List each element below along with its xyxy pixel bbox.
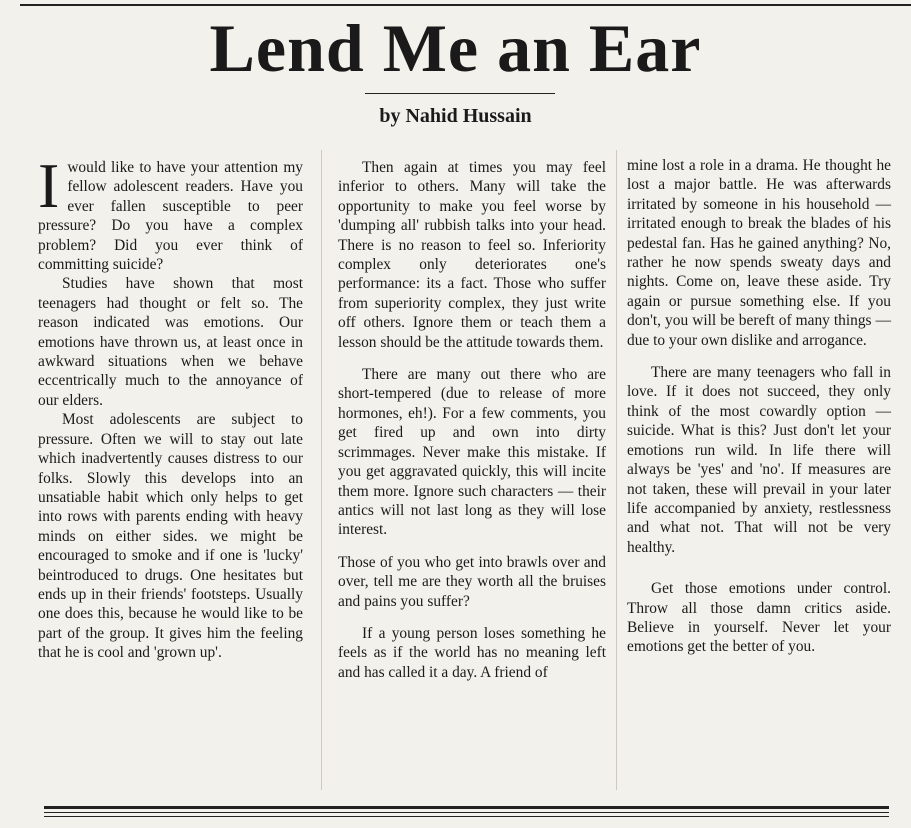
paragraph: There are many out there who are short-tempered (due to release of more hormones, eh!). For a few comments, you get fired up and own into dirty scrimmages. Never make this mistake. If you get aggravated quickly, this will incite them more. Ignore such characters — their antics will not last long as they will lose interest. (338, 366, 606, 539)
top-rule (20, 4, 911, 6)
paragraph: Those of you who get into brawls over and over, tell me are they worth all the bruises and pains you suffer? (338, 553, 606, 610)
article-column-3 (627, 156, 891, 657)
paragraph: Get those emotions under control. Throw all those damn critics aside. Believe in yourself. Never let your emotions get the better of you. (627, 580, 891, 656)
paragraph (38, 150, 303, 274)
byline-rule (365, 93, 555, 94)
paragraph: There are many teenagers who fall in love. If it does not succeed, they only think of the most cowardly option — suicide. What is this? Just don't let your emotions run wild. In life there will always be 'yes' and 'no'. If measures are not taken, these will prevail in your later life accompanied by anxiety, restlessness and what not. That will not be very healthy. (627, 364, 891, 556)
paragraph: mine lost a role in a drama. He thought he lost a major battle. He was afterwards irritated by someone in his household — irritated enough to break the blades of his pedestal fan. Has he gained anything? No, rather he now spends sweaty days and nights. Come on, leave these aside. Try again or pursue something else. If you don't, you will be bereft of many things — due to your own dislike and arrogance. (627, 157, 891, 349)
article-column-1 (38, 150, 303, 663)
paragraph-text: would like to have your attention my fellow adolescent readers. Have you ever fallen susceptible to peer pressure? Do you have a complex problem? Did you ever think of committing suicide? (38, 159, 303, 274)
column-divider (616, 150, 617, 790)
paragraph: Then again at times you may feel inferior to others. Many will take the opportunity to make you feel worse by 'dumping all' rubbish talks into your head. There is no reason to feel so. Inferiority complex only deteriorates one's performance: its a fact. Those who suffer from superiority complex, they just write off others. Ignore them or teach them a lesson should be the attitude towards them. (338, 159, 606, 351)
column-divider (321, 150, 322, 790)
article-column-2 (338, 158, 606, 682)
paragraph: Studies have shown that most teenagers had thought or felt so. The reason indicated was emotions. Our emotions have thrown us, at least once in awkward situations when we behave eccentrically much to the annoyance of our elders. (38, 275, 303, 409)
headline: Lend Me an Ear (209, 10, 702, 86)
drop-cap: I (38, 150, 60, 221)
paragraph: Most adolescents are subject to pressure. Often we will to stay out late which inadvertently causes distress to our folks. Slowly this develops into an unsatiable habit which only helps to get into rows with parents ending with heavy minds on either sides. we might be encouraged to smoke and if one is 'lucky' beintroduced to drugs. One hesitates but ends up in their friends' footsteps. Usually one does this, because he would like to be part of the group. It gives him the feeling that he is cool and 'grown up'. (38, 411, 303, 662)
bottom-rule (44, 806, 889, 817)
byline: by Nahid Hussain (379, 105, 532, 127)
paragraph: If a young person loses something he feels as if the world has no meaning left and has called it a day. A friend of (338, 624, 606, 681)
